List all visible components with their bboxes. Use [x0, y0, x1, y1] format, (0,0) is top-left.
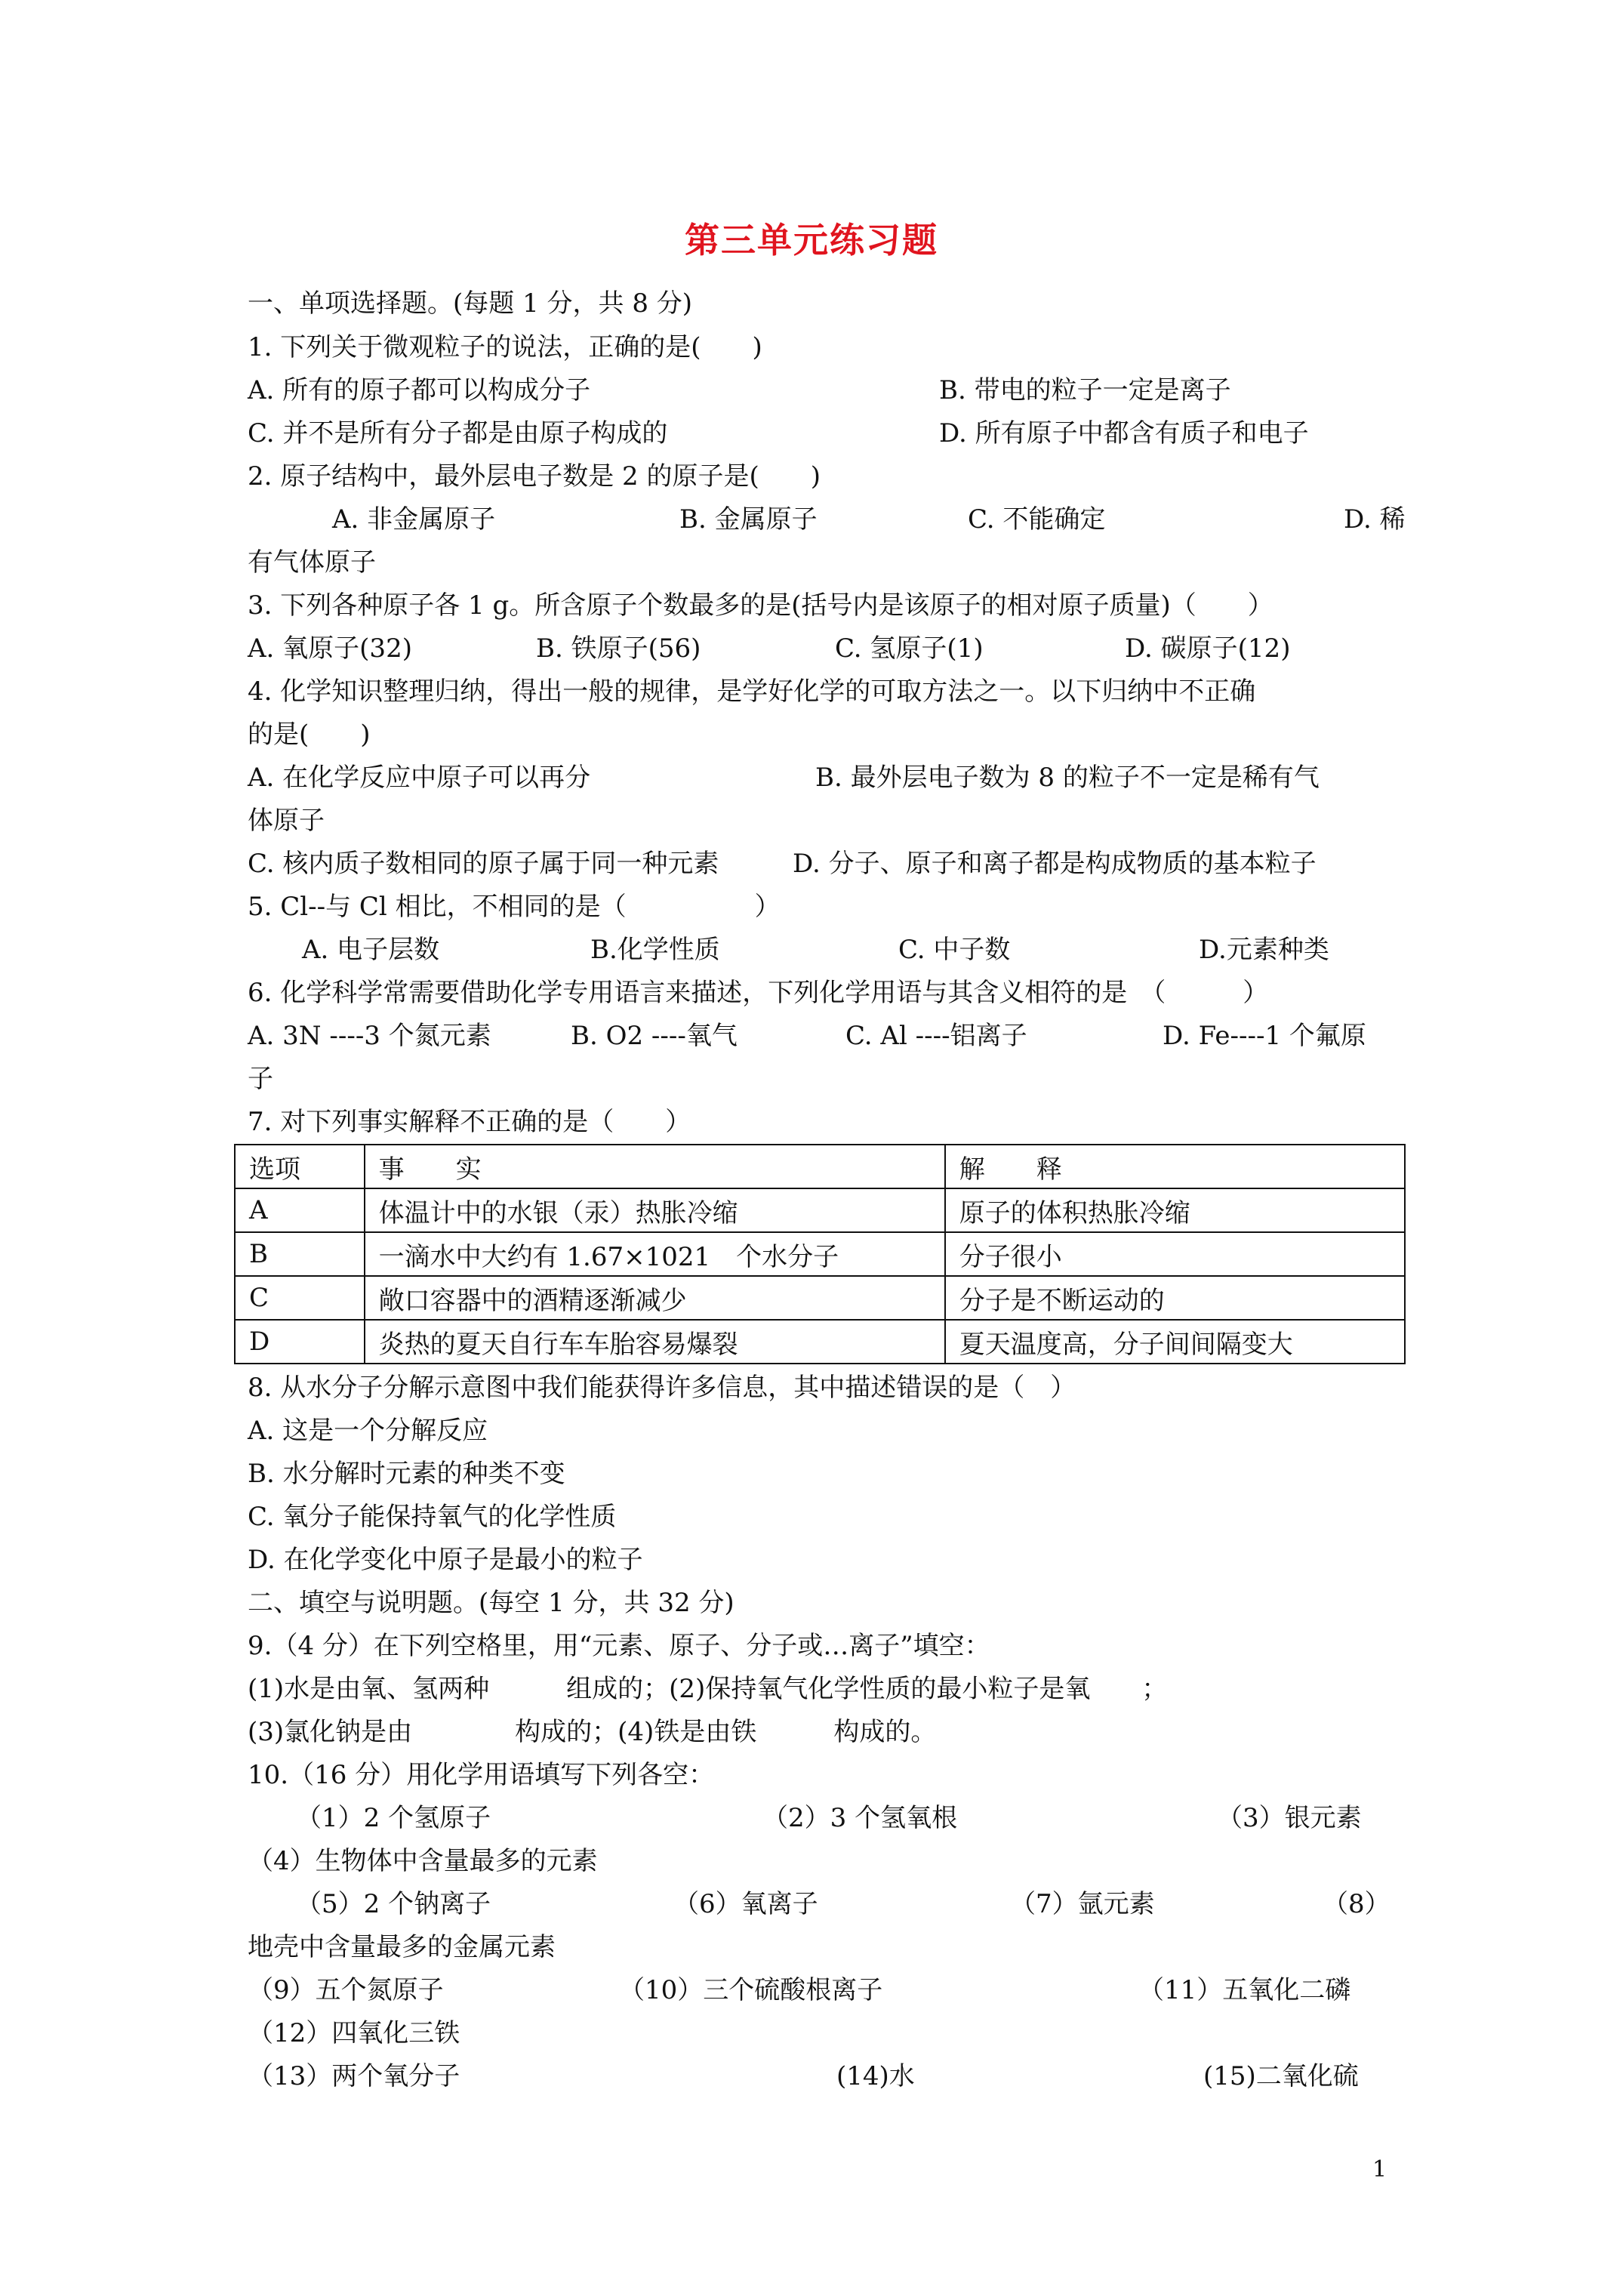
q1-option-c: C. 并不是所有分子都是由原子构成的	[248, 418, 668, 448]
section-2-heading: 二、填空与说明题。(每空 1 分，共 32 分)	[248, 1588, 735, 1618]
q6-option-d: D. Fe----1 个氟原	[1163, 1021, 1366, 1051]
q8-stem: 8. 从水分子分解示意图中我们能获得许多信息，其中描述错误的是（ ）	[248, 1373, 1076, 1403]
q10-stem: 10.（16 分）用化学用语填写下列各空：	[248, 1760, 715, 1790]
q8-option-b: B. 水分解时元素的种类不变	[248, 1459, 565, 1489]
table-cell: 体温计中的水银（汞）热胀冷缩	[365, 1188, 945, 1232]
q10-item-2: （2）3 个氢氧根	[762, 1803, 958, 1833]
q2-option-a: A. 非金属原子	[332, 504, 496, 535]
q10-item-6: （6）氧离子	[673, 1889, 818, 1919]
page-number: 1	[1372, 2156, 1387, 2183]
q10-item-12: （12）四氧化三铁	[248, 2018, 460, 2048]
q10-item-4: （4）生物体中含量最多的元素	[248, 1846, 598, 1876]
q8-option-a: A. 这是一个分解反应	[248, 1416, 488, 1446]
q9-line-1: (1)水是由氧、氢两种 组成的；(2)保持氧气化学性质的最小粒子是氧 ；	[248, 1674, 1168, 1704]
q5-stem: 5. Cl--与 Cl 相比，不相同的是（ ）	[248, 892, 781, 922]
q10-item-8-number: （8）	[1323, 1889, 1390, 1919]
q10-item-7: （7）氩元素	[1010, 1889, 1155, 1919]
q9-stem: 9.（4 分）在下列空格里，用“元素、原子、分子或…离子”填空：	[248, 1631, 990, 1661]
q5-option-d: D.元素种类	[1199, 935, 1329, 965]
q2-option-d-continued: 有气体原子	[248, 547, 376, 578]
table-cell: 敞口容器中的酒精逐渐减少	[365, 1276, 945, 1320]
q6-option-a: A. 3N ----3 个氮元素	[248, 1021, 491, 1051]
q10-item-5: （5）2 个钠离子	[296, 1889, 491, 1919]
table-cell: 一滴水中大约有 1.67×1021 个水分子	[365, 1232, 945, 1276]
table-cell: D	[235, 1320, 365, 1364]
table-row	[235, 1188, 1405, 1232]
q8-option-c: C. 氧分子能保持氧气的化学性质	[248, 1502, 617, 1532]
table-cell: A	[235, 1188, 365, 1232]
q10-item-9: （9）五个氮原子	[248, 1975, 444, 2005]
q6-option-d-continued: 子	[248, 1064, 273, 1094]
q2-stem: 2. 原子结构中，最外层电子数是 2 的原子是( )	[248, 461, 821, 492]
q9-line-2: (3)氯化钠是由 构成的；(4)铁是由铁 构成的。	[248, 1717, 937, 1747]
q4-stem-continued: 的是( )	[248, 720, 371, 750]
q4-option-b-continued: 体原子	[248, 806, 325, 836]
table-header-row	[235, 1145, 1405, 1188]
table-cell: 原子的体积热胀冷缩	[945, 1188, 1405, 1232]
table-row	[235, 1232, 1405, 1276]
q4-option-d: D. 分子、原子和离子都是构成物质的基本粒子	[793, 849, 1317, 879]
q2-option-b: B. 金属原子	[679, 504, 818, 535]
q10-item-14: (14)水	[836, 2061, 915, 2091]
table-cell: 分子很小	[945, 1232, 1405, 1276]
table-cell: 夏天温度高，分子间间隔变大	[945, 1320, 1405, 1364]
q5-option-b: B.化学性质	[590, 935, 720, 965]
q5-option-c: C. 中子数	[898, 935, 1011, 965]
q10-item-13: （13）两个氧分子	[248, 2061, 460, 2091]
q3-stem: 3. 下列各种原子各 1 g。所含原子个数最多的是(括号内是该原子的相对原子质量)（ ）	[248, 590, 1273, 621]
table-cell: 分子是不断运动的	[945, 1276, 1405, 1320]
table-header-cell: 解 释	[945, 1145, 1405, 1188]
q2-option-c: C. 不能确定	[968, 504, 1106, 535]
q10-item-11: （11）五氧化二磷	[1138, 1975, 1351, 2005]
q3-option-b: B. 铁原子(56)	[536, 633, 701, 664]
q6-stem: 6. 化学科学常需要借助化学专用语言来描述，下列化学用语与其含义相符的是 （ ）	[248, 978, 1269, 1008]
q8-option-d: D. 在化学变化中原子是最小的粒子	[248, 1545, 643, 1575]
q10-item-10: （10）三个硫酸根离子	[619, 1975, 883, 2005]
table-row	[235, 1276, 1405, 1320]
q10-item-15: (15)二氧化硫	[1203, 2061, 1359, 2091]
q5-option-a: A. 电子层数	[302, 935, 440, 965]
q10-item-1: （1）2 个氢原子	[296, 1803, 491, 1833]
table-header-cell: 事 实	[365, 1145, 945, 1188]
q1-option-d: D. 所有原子中都含有质子和电子	[939, 418, 1309, 448]
q6-option-b: B. O2 ----氧气	[571, 1021, 738, 1051]
q3-option-c: C. 氢原子(1)	[835, 633, 984, 664]
table-cell: C	[235, 1276, 365, 1320]
q1-option-a: A. 所有的原子都可以构成分子	[248, 375, 591, 405]
q1-option-b: B. 带电的粒子一定是离子	[939, 375, 1231, 405]
q4-option-a: A. 在化学反应中原子可以再分	[248, 763, 591, 793]
table-header-cell: 选项	[235, 1145, 365, 1188]
q6-option-c: C. Al ----铝离子	[845, 1021, 1027, 1051]
table-cell: 炎热的夏天自行车车胎容易爆裂	[365, 1320, 945, 1364]
table-row	[235, 1320, 1405, 1364]
q10-item-3: （3）银元素	[1217, 1803, 1362, 1833]
table-cell: B	[235, 1232, 365, 1276]
page-title: 第三单元练习题	[685, 220, 938, 260]
section-1-heading: 一、单项选择题。(每题 1 分，共 8 分)	[248, 288, 693, 319]
facts-table	[234, 1144, 1406, 1364]
q10-item-8: 地壳中含量最多的金属元素	[248, 1932, 556, 1962]
q2-option-d: D. 稀	[1344, 504, 1406, 535]
q4-option-c: C. 核内质子数相同的原子属于同一种元素	[248, 849, 719, 879]
q3-option-d: D. 碳原子(12)	[1125, 633, 1291, 664]
q3-option-a: A. 氧原子(32)	[248, 633, 412, 664]
q1-stem: 1. 下列关于微观粒子的说法，正确的是( )	[248, 332, 762, 362]
q4-stem: 4. 化学知识整理归纳，得出一般的规律，是学好化学的可取方法之一。以下归纳中不正确	[248, 676, 1256, 707]
q4-option-b: B. 最外层电子数为 8 的粒子不一定是稀有气	[815, 763, 1320, 793]
q7-stem: 7. 对下列事实解释不正确的是（ ）	[248, 1107, 691, 1137]
